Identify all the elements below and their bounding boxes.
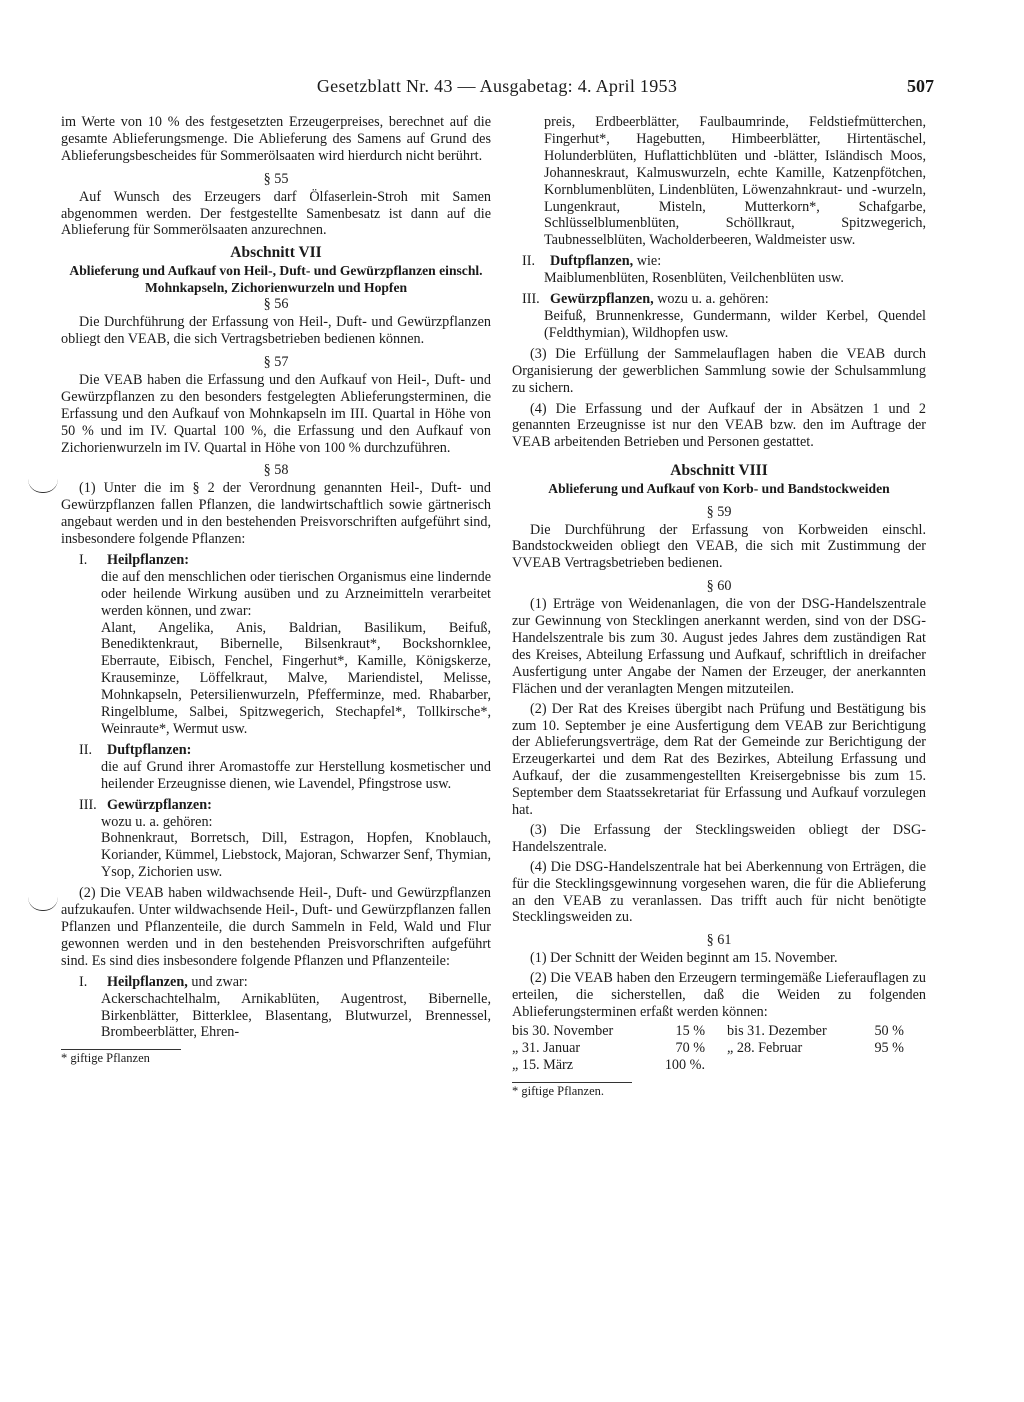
paragraph: (4) Die Erfassung und der Aufkauf der in Absätzen 1 und 2 genannten Erzeugnisse ist nur den VEAB bzw. den im Auftrage der VEAB arbeitenden Betrieben und Personen gestattet. (512, 400, 926, 451)
section-heading-56: § 56 (263, 296, 289, 313)
section-heading-60: § 60 (706, 578, 732, 595)
table-cell: bis 31. Dezember (727, 1022, 827, 1039)
table-cell: 15 % (675, 1022, 706, 1039)
category-heading: III. Gewürzpflanzen, wozu u. a. gehören: (522, 291, 769, 308)
section-heading-61: § 61 (706, 932, 732, 949)
category-text: die auf Grund ihrer Aromastoffe zur Herstellung kosmetischer und heilender Erzeugnisse dienen, wie Lavendel, Pfingstrose usw. (101, 758, 491, 792)
category-text: wozu u. a. gehören: (101, 813, 213, 830)
plant-list: Ackerschachtelhalm, Arnikablüten, Augentrost, Bibernelle, Birkenblätter, Bitterklee, Blasentang, Blutwurzel, Brennessel, Brombeerblätter, Ehren- (101, 990, 491, 1041)
table-cell: „ 15. März (512, 1056, 574, 1073)
paragraph: (1) Unter die im § 2 der Verordnung genannten Heil-, Duft- und Gewürzpflanzen fallen Pflanzen, die landwirtschaftlich sowie gärtnerisch angebaut werden und in den bestehenden Preisvorschriften aufgeführt sind, insbesondere folgende Pflanzen: (61, 480, 491, 548)
margin-pencil-mark (28, 478, 58, 493)
table-cell: 100 %. (664, 1056, 706, 1073)
table-cell: 70 % (675, 1039, 706, 1056)
category-heading: I. Heilpflanzen: (79, 551, 189, 568)
delivery-schedule-table (512, 1023, 926, 1074)
plant-list: Beifuß, Brunnenkresse, Gundermann, wilder Kerbel, Quendel (Feldthymian), Wildhopfen usw. (544, 307, 926, 341)
paragraph: (4) Die DSG-Handelszentrale hat bei Aberkennung von Erträgen, die für die Stecklingsgewinnung vorgesehen waren, die für die Ablieferung an den VEAB zu veranlassen. Das trifft auch für nicht benötigte Stecklingsweiden zu. (512, 858, 926, 926)
table-cell: „ 28. Februar (727, 1039, 803, 1056)
footnote: * giftige Pflanzen (61, 1051, 150, 1066)
paragraph: (2) Der Rat des Kreises übergibt nach Prüfung und Bestätigung bis zum 10. September je eine Ausfertigung dem VEAB zur Berichtigung der Ablieferungsverträge, dem Rat der Gemeinde zur Berichtigung der Erzeugerkartei und dem Rat des Bezirkes, Abteilung Erfassung und Aufkauf, der die zusammengestellten Kreisergebnisse bis zum 15. September dem Staatssekretariat für Erfassung und Aufkauf vorzulegen hat. (512, 700, 926, 819)
section-heading-57: § 57 (263, 353, 289, 370)
paragraph: (3) Die Erfüllung der Sammelauflagen haben die VEAB durch Organisierung der gewerblichen Sammlung sowie der Schulsammlung zu sichern. (512, 345, 926, 396)
page-header (60, 76, 934, 104)
left-column (61, 114, 491, 1067)
paragraph: (1) Erträge von Weidenanlagen, die von der DSG-Handelszentrale zur Gewinnung von Stecklingen anerkannt werden, sind von der DSG-Handelszentrale bis zum 30. August jedes Jahres dem zuständigen Rat des Kreises, Abteilung Erfassung und Aufkauf, schriftlich in dreifacher Ausfertigung unter Angabe der Namen der Erzeuger, der anerkannten Flächen und der veranlagten Mengen mitzuteilen. (512, 596, 926, 697)
margin-pencil-mark (28, 896, 58, 911)
footnote: * giftige Pflanzen. (512, 1083, 604, 1098)
table-cell: bis 30. November (512, 1022, 614, 1039)
section-heading-58: § 58 (263, 462, 289, 479)
paragraph: (3) Die Erfassung der Stecklingsweiden obliegt der DSG-Handelszentrale. (512, 821, 926, 855)
right-column (512, 114, 926, 1100)
gazette-title: Gesetzblatt Nr. 43 — Ausgabetag: 4. April 1953 (316, 76, 678, 96)
paragraph: Auf Wunsch des Erzeugers darf Ölfaserlein-Stroh mit Samen abgenommen werden. Der festgestellte Samenbesatz ist dann auf die Ablieferung für Sommerölsaaten anzurechnen. (61, 188, 491, 239)
section-heading-55: § 55 (263, 170, 289, 187)
table-row (512, 1023, 926, 1040)
category-text: die auf den menschlichen oder tierischen Organismus eine lindernde oder heilende Wirkung ausüben und zu Arzneimitteln verarbeitet werden können, und zwar: (101, 568, 491, 619)
category-heading: II. Duftpflanzen: (79, 741, 192, 758)
paragraph: Die Durchführung der Erfassung von Korbweiden einschl. Bandstockweiden obliegt den VEAB, die sich mit Zustimmung der VVEAB Vertragsbetrieben bedienen. (512, 521, 926, 572)
table-cell: „ 31. Januar (512, 1039, 581, 1056)
section-heading-59: § 59 (706, 503, 732, 520)
plant-list: Bohnenkraut, Borretsch, Dill, Estragon, Hopfen, Knoblauch, Koriander, Kümmel, Liebstock, Majoran, Schwarzer Senf, Thymian, Ysop, Zichorien usw. (101, 830, 492, 881)
paragraph: (1) Der Schnitt der Weiden beginnt am 15. November. (530, 950, 838, 967)
category-heading: II. Duftpflanzen, wie: (522, 253, 662, 270)
plant-list: Maiblumenblüten, Rosenblüten, Veilchenblüten usw. (544, 270, 844, 287)
chapter-subtitle-vii: Ablieferung und Aufkauf von Heil-, Duft- und Gewürzpflanzen einschl. Mohnkapseln, Zichorienwurzeln und Hopfen (69, 263, 483, 295)
paragraph: Die VEAB haben die Erfassung und den Aufkauf von Heil-, Duft- und Gewürzpflanzen zu den besonders festgelegten Ablieferungsterminen, die Erfassung und den Aufkauf von Mohnkapseln im III. Quartal in Höhe von 50 % und im IV. Quartal 100 %, die Erfassung und den Aufkauf von Zichorienwurzeln im IV. Quartal in Höhe von 100 % durchzuführen. (61, 371, 491, 456)
table-row (512, 1057, 926, 1074)
plant-list: Alant, Angelika, Anis, Baldrian, Basilikum, Beifuß, Benediktenkraut, Bibernelle, Bilsenkraut*, Bockshornklee, Eberraute, Eibisch, Fenchel, Fingerhut*, Kamille, Königskerze, Krauseminze, Löffelkraut, Malve, Mariendistel, Melisse, Mohnkapseln, Petersilienwurzeln, Pfefferminze, med. Rhabarber, Ringelblume, Salbei, Spitzwegerich, Stechapfel*, Tollkirsche*, Weinraute*, Wermut usw. (101, 619, 491, 737)
table-row (512, 1040, 926, 1057)
category-heading: III. Gewürzpflanzen: (79, 796, 212, 813)
paragraph: im Werte von 10 % des festgesetzten Erzeugerpreises, berechnet auf die gesamte Ablieferungsmenge. Die Ablieferung des Samens auf Grund des Ablieferungsbescheides für Sommerölsaaten wird hierdurch nicht berührt. (61, 114, 491, 164)
table-cell: 50 % (874, 1022, 904, 1039)
plant-list: preis, Erdbeerblätter, Faulbaumrinde, Feldstiefmütterchen, Fingerhut*, Hagebutten, Himbeerblätter, Hirtentäschel, Holunderblüten, Huflattichblüten und -blätter, Isländisch Moos, Johanneskraut, Kalmuswurzeln, echte Kamille, Katzenpfötchen, Kornblumenblüten, Lindenblüten, Löwenzahnkraut- und -wurzeln, Lungenkraut, Misteln, Mutterkorn*, Schafgarbe, Schlüsselblumenblüten, Schöllkraut, Spitzwegerich, Taubnesselblüten, Wacholderbeeren, Waldmeister usw. (544, 114, 926, 249)
chapter-subtitle-viii: Ablieferung und Aufkauf von Korb- und Bandstockweiden (548, 481, 890, 497)
chapter-title-vii: Abschnitt VII (230, 244, 322, 262)
category-heading: I. Heilpflanzen, und zwar: (79, 973, 248, 990)
table-cell (858, 1057, 926, 1074)
paragraph: (2) Die VEAB haben den Erzeugern termingemäße Lieferauflagen zu erteilen, die sicherstellen, daß die Weiden zu folgenden Ablieferungsterminen erfaßt werden können: (512, 970, 926, 1020)
paragraph: (2) Die VEAB haben wildwachsende Heil-, Duft- und Gewürzpflanzen aufzukaufen. Unter wildwachsende Heil-, Duft- und Gewürzpflanzen fallen Pflanzen und Pflanzenteile, die durch Sammeln in Feld, Wald und Flur gewonnen werden und in den bestehenden Preisvorschriften aufgeführt sind. Es sind dies insbesondere folgende Pflanzen und Pflanzenteile: (61, 885, 491, 969)
paragraph: Die Durchführung der Erfassung von Heil-, Duft- und Gewürzpflanzen obliegt den VEAB, die sich Vertragsbetrieben bedienen können. (61, 314, 491, 348)
chapter-title-viii: Abschnitt VIII (670, 462, 768, 480)
table-cell: 95 % (874, 1039, 904, 1056)
table-cell (727, 1057, 858, 1074)
page-number: 507 (907, 76, 934, 96)
